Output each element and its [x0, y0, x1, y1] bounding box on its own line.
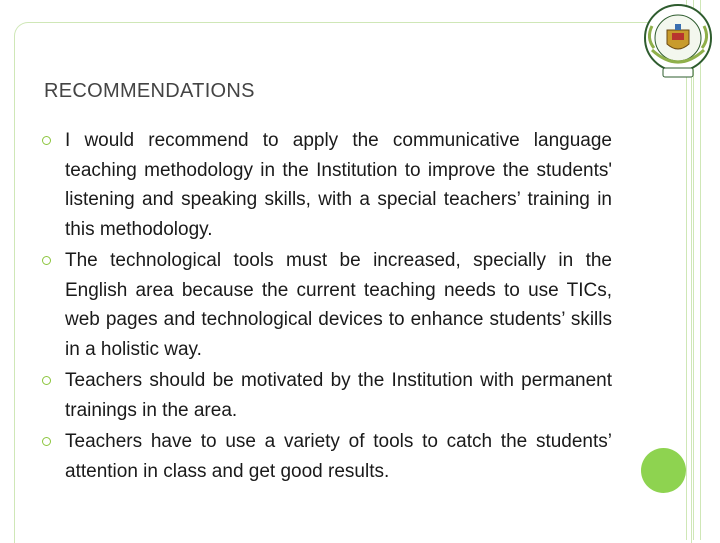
list-item-text: Teachers have to use a variety of tools to catch the students’ attention in class and get good results. — [65, 431, 612, 482]
circle-bullet-icon — [42, 256, 51, 265]
circle-bullet-icon — [42, 376, 51, 385]
list-item — [40, 126, 612, 244]
recommendations-list — [40, 126, 612, 488]
green-circle-decoration — [641, 448, 686, 493]
circle-bullet-icon — [42, 437, 51, 446]
list-item — [40, 366, 612, 425]
university-seal-logo — [632, 2, 720, 82]
slide-title: RECOMMENDATIONS — [44, 80, 255, 102]
circle-bullet-icon — [42, 136, 51, 145]
list-item-text: Teachers should be motivated by the Institution with permanent trainings in the area. — [65, 370, 612, 421]
list-item — [40, 246, 612, 364]
list-item — [40, 427, 612, 486]
list-item-text: I would recommend to apply the communicative language teaching methodology in the Institution to improve the students' listening and speaking skills, with a special teachers’ training in this methodology. — [65, 130, 612, 240]
list-item-text: The technological tools must be increased, specially in the English area because the current teaching needs to use TICs, web pages and technological devices to enhance students’ skills in a holistic way. — [65, 250, 612, 360]
